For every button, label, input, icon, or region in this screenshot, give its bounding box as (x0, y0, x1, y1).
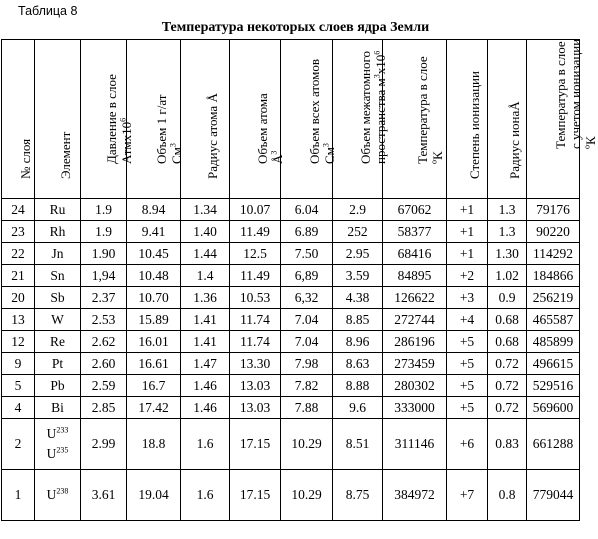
cell-temp-ion: 90220 (527, 221, 580, 243)
table-row (2, 331, 580, 353)
cell-radius: 1.46 (181, 397, 230, 419)
header-interatomic (333, 40, 388, 199)
cell-element (35, 419, 81, 470)
cell-radius: 1.47 (181, 353, 230, 375)
element-u235-symbol: U (46, 446, 57, 461)
table-row (2, 243, 580, 265)
header-temperature-line1: Температура в слое (414, 56, 430, 164)
cell-atom-volume: 13.03 (230, 375, 281, 397)
table-row (2, 199, 580, 221)
cell-pressure: 1.9 (81, 199, 127, 221)
cell-temp-ion: 496615 (527, 353, 580, 375)
cell-temp-ion: 114292 (527, 243, 580, 265)
header-volume-exponent: 3 (168, 143, 178, 148)
cell-volume: 19.04 (127, 470, 181, 521)
cell-volume: 10.70 (127, 287, 181, 309)
cell-volume: 16.7 (127, 375, 181, 397)
cell-layer: 20 (2, 287, 35, 309)
header-pressure (81, 40, 134, 199)
header-temperature-unit: К (429, 151, 445, 160)
cell-ion-radius: 0.8 (488, 470, 527, 521)
cell-volume: 16.61 (127, 353, 181, 375)
cell-pressure: 2.62 (81, 331, 127, 353)
header-ion-radius-text: Радиус ионаÅ (507, 101, 522, 179)
cell-ion-radius: 0.72 (488, 353, 527, 375)
earth-core-temperature-table (1, 38, 598, 521)
header-temp-ion-unit: К (583, 136, 598, 145)
header-pressure-line2: Атмх10 (118, 121, 134, 164)
cell-temperature: 68416 (383, 243, 447, 265)
header-atom-volume (230, 40, 285, 199)
cell-element: Pt (35, 353, 81, 375)
cell-ionization: +3 (447, 287, 488, 309)
cell-volume: 10.48 (127, 265, 181, 287)
cell-all-atoms: 6,32 (281, 287, 333, 309)
cell-pressure: 2.37 (81, 287, 127, 309)
header-temp-ion-degree: o (582, 145, 592, 149)
header-radius-text: Радиус атома Å (205, 93, 220, 179)
header-element-text: Элемент (57, 131, 73, 179)
cell-element: Rh (35, 221, 81, 243)
cell-ionization: +1 (447, 221, 488, 243)
cell-ion-radius: 1.02 (488, 265, 527, 287)
cell-element: Jn (35, 243, 81, 265)
cell-all-atoms: 7.04 (281, 309, 333, 331)
cell-temperature: 272744 (383, 309, 447, 331)
cell-temperature: 126622 (383, 287, 447, 309)
header-interatomic-line1: Объем межатомного (357, 50, 373, 164)
cell-ionization: +2 (447, 265, 488, 287)
cell-layer: 9 (2, 353, 35, 375)
cell-ion-radius: 0.72 (488, 397, 527, 419)
cell-volume: 10.45 (127, 243, 181, 265)
header-pressure-exponent: 6 (118, 117, 128, 122)
cell-element (35, 470, 81, 521)
cell-all-atoms: 6,89 (281, 265, 333, 287)
cell-ionization: +7 (447, 470, 488, 521)
cell-pressure: 2.60 (81, 353, 127, 375)
cell-all-atoms: 10.29 (281, 470, 333, 521)
cell-radius: 1.36 (181, 287, 230, 309)
cell-atom-volume: 11.74 (230, 331, 281, 353)
cell-temp-ion: 529516 (527, 375, 580, 397)
header-row (2, 40, 580, 199)
cell-all-atoms: 7.88 (281, 397, 333, 419)
table-container (1, 38, 598, 521)
cell-interatomic: 8.75 (333, 470, 383, 521)
cell-atom-volume: 10.53 (230, 287, 281, 309)
cell-layer: 21 (2, 265, 35, 287)
header-interatomic-exponent-a: 3 (372, 74, 382, 79)
cell-pressure: 3.61 (81, 470, 127, 521)
table-title: Температура некоторых слоев ядра Земли (161, 20, 430, 35)
cell-pressure: 2.53 (81, 309, 127, 331)
cell-all-atoms: 7.82 (281, 375, 333, 397)
cell-ionization: +5 (447, 397, 488, 419)
cell-element: Bi (35, 397, 81, 419)
cell-atom-volume: 10.07 (230, 199, 281, 221)
cell-all-atoms: 7.04 (281, 331, 333, 353)
cell-element: Pb (35, 375, 81, 397)
cell-pressure: 2.99 (81, 419, 127, 470)
header-temp-ion-line2: с учетом ионизации (568, 38, 583, 149)
cell-temp-ion: 79176 (527, 199, 580, 221)
header-pressure-line1: Давление в слое (103, 74, 119, 164)
cell-interatomic: 8.85 (333, 309, 383, 331)
cell-atom-volume: 17.15 (230, 419, 281, 470)
cell-interatomic: 2.95 (333, 243, 383, 265)
table-row (2, 287, 580, 309)
header-all-atoms-exponent: 3 (321, 143, 331, 148)
cell-radius: 1.41 (181, 331, 230, 353)
cell-element: Sb (35, 287, 81, 309)
cell-radius: 1.6 (181, 470, 230, 521)
cell-radius: 1.40 (181, 221, 230, 243)
header-element (35, 40, 81, 199)
cell-temperature: 311146 (383, 419, 447, 470)
cell-layer: 22 (2, 243, 35, 265)
header-layer-text: № слоя (18, 138, 33, 179)
cell-ion-radius: 1.3 (488, 199, 527, 221)
header-interatomic-multiplier: х10 (372, 54, 388, 75)
cell-ionization: +1 (447, 199, 488, 221)
cell-atom-volume: 17.15 (230, 470, 281, 521)
cell-temperature: 84895 (383, 265, 447, 287)
header-interatomic-exponent-b: 6 (372, 50, 382, 55)
cell-all-atoms: 6.04 (281, 199, 333, 221)
table-caption: Таблица 8 (18, 4, 78, 18)
cell-temperature: 333000 (383, 397, 447, 419)
cell-ionization: +5 (447, 375, 488, 397)
table-row (2, 221, 580, 243)
cell-radius: 1.41 (181, 309, 230, 331)
cell-ion-radius: 0.72 (488, 375, 527, 397)
cell-volume: 17.42 (127, 397, 181, 419)
cell-layer: 5 (2, 375, 35, 397)
header-volume-line1: Объем 1 г/ат (153, 94, 169, 164)
cell-temperature: 286196 (383, 331, 447, 353)
cell-interatomic: 8.96 (333, 331, 383, 353)
cell-layer: 2 (2, 419, 35, 470)
cell-ion-radius: 0.9 (488, 287, 527, 309)
cell-temperature: 384972 (383, 470, 447, 521)
header-interatomic-line2: пространства м (372, 78, 388, 164)
cell-radius: 1.34 (181, 199, 230, 221)
cell-ion-radius: 1.30 (488, 243, 527, 265)
element-u235-isotope: 235 (56, 445, 69, 455)
cell-layer: 24 (2, 199, 35, 221)
cell-layer: 13 (2, 309, 35, 331)
cell-temp-ion: 569600 (527, 397, 580, 419)
cell-layer: 1 (2, 470, 35, 521)
cell-pressure: 1.90 (81, 243, 127, 265)
table-row (2, 265, 580, 287)
cell-temperature: 280302 (383, 375, 447, 397)
header-layer (2, 40, 35, 199)
cell-temp-ion: 256219 (527, 287, 580, 309)
cell-layer: 4 (2, 397, 35, 419)
cell-pressure: 2.85 (81, 397, 127, 419)
cell-volume: 9.41 (127, 221, 181, 243)
cell-volume: 8.94 (127, 199, 181, 221)
cell-interatomic: 8.63 (333, 353, 383, 375)
cell-ion-radius: 0.68 (488, 309, 527, 331)
cell-ionization: +5 (447, 353, 488, 375)
cell-radius: 1.44 (181, 243, 230, 265)
cell-all-atoms: 7.98 (281, 353, 333, 375)
header-all-atoms-line2: См (321, 147, 337, 164)
table-row (2, 375, 580, 397)
cell-temperature: 58377 (383, 221, 447, 243)
cell-radius: 1.4 (181, 265, 230, 287)
header-volume (127, 40, 184, 199)
cell-radius: 1.6 (181, 419, 230, 470)
header-ion-radius (488, 40, 527, 199)
cell-ion-radius: 0.83 (488, 419, 527, 470)
table-row (2, 397, 580, 419)
cell-interatomic: 252 (333, 221, 383, 243)
cell-volume: 16.01 (127, 331, 181, 353)
cell-volume: 18.8 (127, 419, 181, 470)
header-volume-line2: См (168, 147, 184, 164)
cell-temp-ion: 661288 (527, 419, 580, 470)
cell-element: W (35, 309, 81, 331)
table-row (2, 309, 580, 331)
cell-temp-ion: 485899 (527, 331, 580, 353)
header-ionization (447, 40, 488, 199)
cell-ion-radius: 1.3 (488, 221, 527, 243)
cell-interatomic: 2.9 (333, 199, 383, 221)
header-all-atoms (281, 40, 337, 199)
header-atom-volume-exponent: 3 (269, 150, 279, 155)
cell-all-atoms: 10.29 (281, 419, 333, 470)
cell-atom-volume: 13.30 (230, 353, 281, 375)
cell-atom-volume: 11.49 (230, 265, 281, 287)
cell-element: Re (35, 331, 81, 353)
cell-all-atoms: 7.50 (281, 243, 333, 265)
cell-pressure: 1.9 (81, 221, 127, 243)
cell-interatomic: 4.38 (333, 287, 383, 309)
cell-radius: 1.46 (181, 375, 230, 397)
cell-atom-volume: 12.5 (230, 243, 281, 265)
cell-pressure: 1,94 (81, 265, 127, 287)
cell-temp-ion: 184866 (527, 265, 580, 287)
cell-pressure: 2.59 (81, 375, 127, 397)
cell-interatomic: 8.88 (333, 375, 383, 397)
table-row (2, 353, 580, 375)
header-atom-volume-line1: Объем атома (255, 93, 270, 164)
cell-ionization: +6 (447, 419, 488, 470)
cell-volume: 15.89 (127, 309, 181, 331)
table-row-layer-2 (2, 419, 580, 470)
cell-ionization: +4 (447, 309, 488, 331)
header-radius (181, 40, 230, 199)
header-temperature (383, 40, 447, 199)
cell-ionization: +5 (447, 331, 488, 353)
header-all-atoms-line1: Объем всех атомов (306, 58, 322, 164)
cell-ionization: +1 (447, 243, 488, 265)
cell-temperature: 67062 (383, 199, 447, 221)
cell-temp-ion: 465587 (527, 309, 580, 331)
cell-element: Sn (35, 265, 81, 287)
header-ionization-text: Степень ионизации (467, 71, 482, 179)
header-atom-volume-line2: Å (270, 154, 285, 164)
cell-atom-volume: 13.03 (230, 397, 281, 419)
cell-layer: 23 (2, 221, 35, 243)
cell-layer: 12 (2, 331, 35, 353)
header-temp-ion-line1: Температура в слое (553, 41, 568, 149)
cell-atom-volume: 11.74 (230, 309, 281, 331)
element-u233-isotope: 233 (56, 425, 69, 435)
cell-interatomic: 8.51 (333, 419, 383, 470)
cell-all-atoms: 6.89 (281, 221, 333, 243)
cell-atom-volume: 11.49 (230, 221, 281, 243)
cell-element: Ru (35, 199, 81, 221)
header-temperature-degree: o (429, 160, 439, 164)
cell-temp-ion: 779044 (527, 470, 580, 521)
cell-temperature: 273459 (383, 353, 447, 375)
cell-interatomic: 3.59 (333, 265, 383, 287)
element-u238-symbol: U (46, 487, 57, 502)
cell-ion-radius: 0.68 (488, 331, 527, 353)
table-row-layer-1 (2, 470, 580, 521)
header-temp-ion (527, 38, 598, 199)
cell-interatomic: 9.6 (333, 397, 383, 419)
element-u238-isotope: 238 (56, 486, 69, 496)
element-u233-symbol: U (46, 426, 57, 441)
